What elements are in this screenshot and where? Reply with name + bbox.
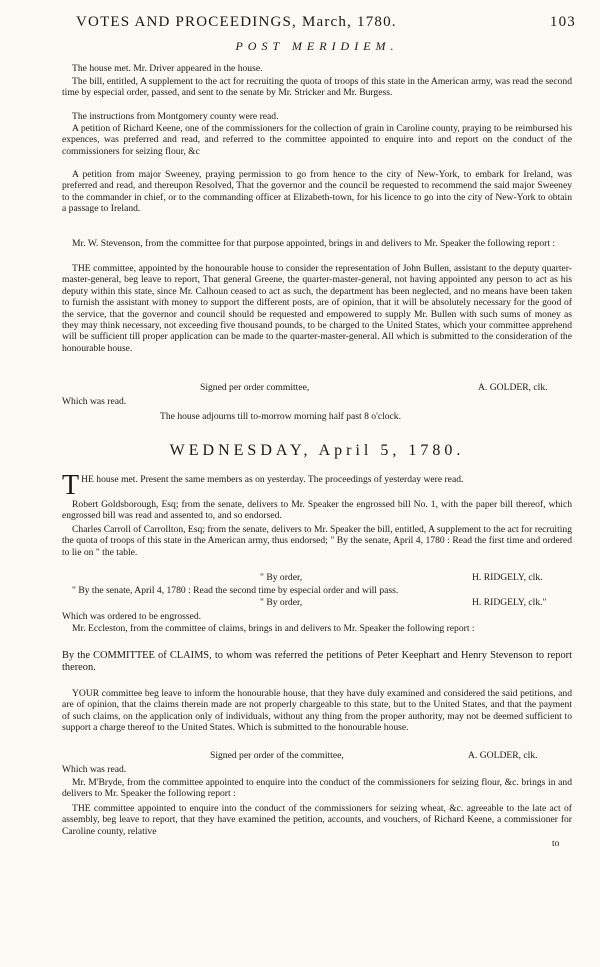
which-was-read: Which was read.: [62, 396, 127, 407]
paragraph-second-reading: " By the senate, April 4, 1780 : Read the second time by especial order and will pass.: [72, 585, 399, 596]
ridgely-clerk-2: H. RIDGELY, clk.": [472, 597, 547, 608]
paragraph-keene-petition: A petition of Richard Keene, one of the commissioners for the collection of grain in Caroline county, praying to be reimbursed his expences, was preferred and read, and referred to the committee appointed to enquire into and report on the conduct of the commissioners for seizing flour, &c: [62, 123, 572, 157]
running-title: VOTES AND PROCEEDINGS, March, 1780.: [76, 14, 397, 30]
claims-signature-line: Signed per order of the committee,: [210, 750, 344, 761]
section-heading-post-meridiem: POST MERIDIEM.: [235, 39, 399, 53]
claims-which-was-read: Which was read.: [62, 764, 127, 775]
paragraph-sweeney-petition: A petition from major Sweeney, praying permission to go from hence to the city of New-York, to embark for Ireland, was preferred and read, and thereupon Resolved, That the governor and the council be requested to recommend the said major Sweeney to the commander in chief, or to the commanding officer at Elizabeth-town, for his licence to go into the city of New-York to obtain a passage to Ireland.: [62, 169, 572, 215]
paragraph-instructions: The instructions from Montgomery county were read.: [72, 111, 279, 122]
claims-report: YOUR committee beg leave to inform the honourable house, that they have duly examined and considered the said petitions, and are of opinion, that the claims therein made are not properly chargeable to this state, but to the United States, and that the payment of such claims, on the application only of individuals, without any thing from the proper authority, may not be deemed sufficient to support a charge thereof to the United States. Which is submitted to the honourable house.: [62, 688, 572, 734]
by-order-1: " By order,: [260, 572, 303, 583]
claims-clerk-name: A. GOLDER, clk.: [468, 750, 538, 761]
running-head: [76, 10, 576, 36]
paragraph-mbryde: Mr. M'Bryde, from the committee appointed to enquire into the conduct of the commissioners for seizing flour, &c. brings in and delivers to Mr. Speaker the following report :: [62, 777, 572, 800]
paragraph-bill-supplement: The bill, entitled, A supplement to the act for recruiting the quota of troops of this state in the American army, was read the second time by especial order, passed, and sent to the senate by Mr. Stricker and Mr. Burgess.: [62, 76, 572, 99]
by-order-2: " By order,: [260, 597, 303, 608]
adjournment: The house adjourns till to-morrow morning half past 8 o'clock.: [160, 411, 401, 422]
paragraph-carroll: Charles Carroll of Carrollton, Esq; from the senate, delivers to Mr. Speaker the bill, entitled, A supplement to the act for recruiting the quota of troops of this state in the American army, thus endorsed; " By the senate, April 4, 1780 : Read the first time and ordered to lie on " the table.: [62, 524, 572, 558]
paragraph-eccleston: Mr. Eccleston, from the committee of claims, brings in and delivers to Mr. Speaker the following report :: [72, 623, 475, 634]
page-number: 103: [549, 14, 576, 30]
drop-cap: T: [62, 470, 80, 501]
day-heading-wednesday: WEDNESDAY, April 5, 1780.: [169, 442, 465, 459]
paragraph-wednesday-opening: [62, 470, 572, 501]
report-commissioners: THE committee appointed to enquire into the conduct of the commissioners for seizing wheat, &c. agreeable to the late act of assembly, beg leave to report, that they have examined the petition, accounts, and vouchers, of Richard Keene, a commissioner for Caroline county, relative: [62, 803, 572, 837]
report-bullen: THE committee, appointed by the honourable house to consider the representation of John Bullen, assistant to the deputy quarter-master-general, beg leave to report, That general Greene, the quarter-master-general, not having appointed any person to act as his deputy within this state, since Mr. Calhoun ceased to act as such, the department has been neglected, and no means have been taken to furnish the assistant with money to support the different posts, are of opinion, that it will be absolutely necessary for the good of the service, that the governor and council should be requested and empowered to supply Mr. Bullen with such sums of money as they may think necessary, not exceeding five thousand pounds, to be charged to the United States, which your committee apprehend will be sufficient till proper application can be made to the quarter-master-general. All which is submitted to the consideration of the honourable house.: [62, 263, 572, 354]
paragraph-engrossed: Which was ordered to be engrossed.: [62, 611, 202, 622]
opening-text: HE house met. Present the same members as on yesterday. The proceedings of yesterday were read.: [81, 474, 464, 485]
paragraph-house-met: The house met. Mr. Driver appeared in the house.: [72, 63, 263, 74]
clerk-name: A. GOLDER, clk.: [478, 382, 548, 393]
claims-committee-heading: By the COMMITTEE of CLAIMS, to whom was referred the petitions of Peter Keephart and Henry Stevenson to report thereon.: [62, 650, 572, 673]
ridgely-clerk-1: H. RIDGELY, clk.: [472, 572, 543, 583]
paragraph-goldsborough: Robert Goldsborough, Esq; from the senate, delivers to Mr. Speaker the engrossed bill No. 1, with the paper bill thereof, which engrossed bill was read and assented to, and so endorsed.: [62, 499, 572, 522]
paragraph-stevenson: Mr. W. Stevenson, from the committee for that purpose appointed, brings in and delivers to Mr. Speaker the following report :: [72, 238, 556, 249]
catchword: to: [552, 838, 560, 849]
signature-line: Signed per order committee,: [200, 382, 310, 393]
